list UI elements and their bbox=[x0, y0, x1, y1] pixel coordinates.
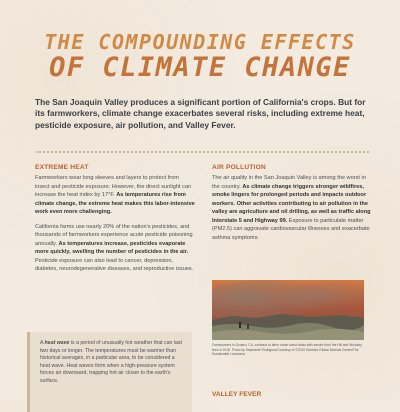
pesticide-paragraph bbox=[35, 223, 195, 274]
air-pollution-text-b: Exposure to particulate matter (PM2.5) can aggravate cardiovascular illnesses and exacerbate asthma symptoms. bbox=[212, 217, 370, 241]
wildfire-smoke-photo bbox=[212, 280, 364, 340]
intro-paragraph: The San Joaquin Valley produces a significant portion of California's crops. But for its farmworkers, climate change exacerbates several risks, including extreme heat, pesticide exposure, air pollution, and Valley Fever. bbox=[35, 97, 366, 130]
valley-fever-heading: VALLEY FEVER bbox=[212, 391, 262, 398]
photo-caption: Farmworkers in Oxnard, CA, continue to labor under harsh skies with smoke from the Hill and Woolsey fires in 2018. Photo by Stephanie Rodriguez/Courtesy of ©2019 Stanford Global Medical Center/The Sustainable Lanorama bbox=[212, 343, 362, 356]
title-line-1: THE COMPOUNDING EFFECTS bbox=[44, 30, 356, 54]
air-pollution-heading: AIR POLLUTION bbox=[212, 164, 266, 171]
extreme-heat-column bbox=[35, 164, 195, 280]
extreme-heat-paragraph bbox=[35, 174, 195, 217]
extreme-heat-emphasis: As temperatures rise from climate change, the extreme heat makes this labor-intensive work even more challenging. bbox=[35, 192, 195, 215]
callout-lead-pre: A bbox=[40, 340, 44, 346]
air-pollution-text-a: The air quality in the San Joaquin Valley is among the worst in the country. bbox=[212, 175, 366, 190]
air-pollution-emphasis: As climate change triggers stronger wildfires, smoke lingers for prolonged periods and impacts outdoor workers. Other activities contributing to air pollution in the valley are agriculture and oil drilling, as well as traffic along Interstate 5 and Highway 99. bbox=[212, 183, 371, 224]
pesticide-text-b: Pesticide exposure can also lead to cancer, depression, diabetes, neurodegenerative diseases, and reproductive issues. bbox=[35, 257, 194, 272]
pesticide-emphasis: As temperatures increase, pesticides evaporate more quickly, swelling the number of pesticides in the air. bbox=[35, 240, 189, 255]
pesticide-text-a: California farms use nearly 20% of the nation's pesticides, and thousands of farmworkers experience acute pesticide poisoning annually. bbox=[35, 223, 193, 247]
callout-term: heat wave bbox=[44, 340, 70, 346]
extreme-heat-heading: EXTREME HEAT bbox=[35, 164, 89, 171]
heat-wave-callout bbox=[27, 332, 192, 412]
air-pollution-paragraph bbox=[212, 174, 372, 242]
extreme-heat-text: Farmworkers wear long sleeves and layers to protect from insect and pesticide exposure. However, the direct sunlight can increase the heat index by 17°F. bbox=[35, 175, 192, 198]
air-pollution-column bbox=[212, 164, 372, 248]
title-line-2: OF CLIMATE CHANGE bbox=[49, 52, 351, 83]
callout-text: is a period of unusually hot weather that can last two days or longer. The temperatures must be warmer than historical averages, in a particular area, to be considered a heat wave. Heat waves form when a high-pressure system forces air downward, trapping hot air closer to the earth's surface. bbox=[40, 340, 182, 384]
photo-illustration bbox=[212, 280, 364, 340]
dotted-divider bbox=[36, 151, 369, 153]
